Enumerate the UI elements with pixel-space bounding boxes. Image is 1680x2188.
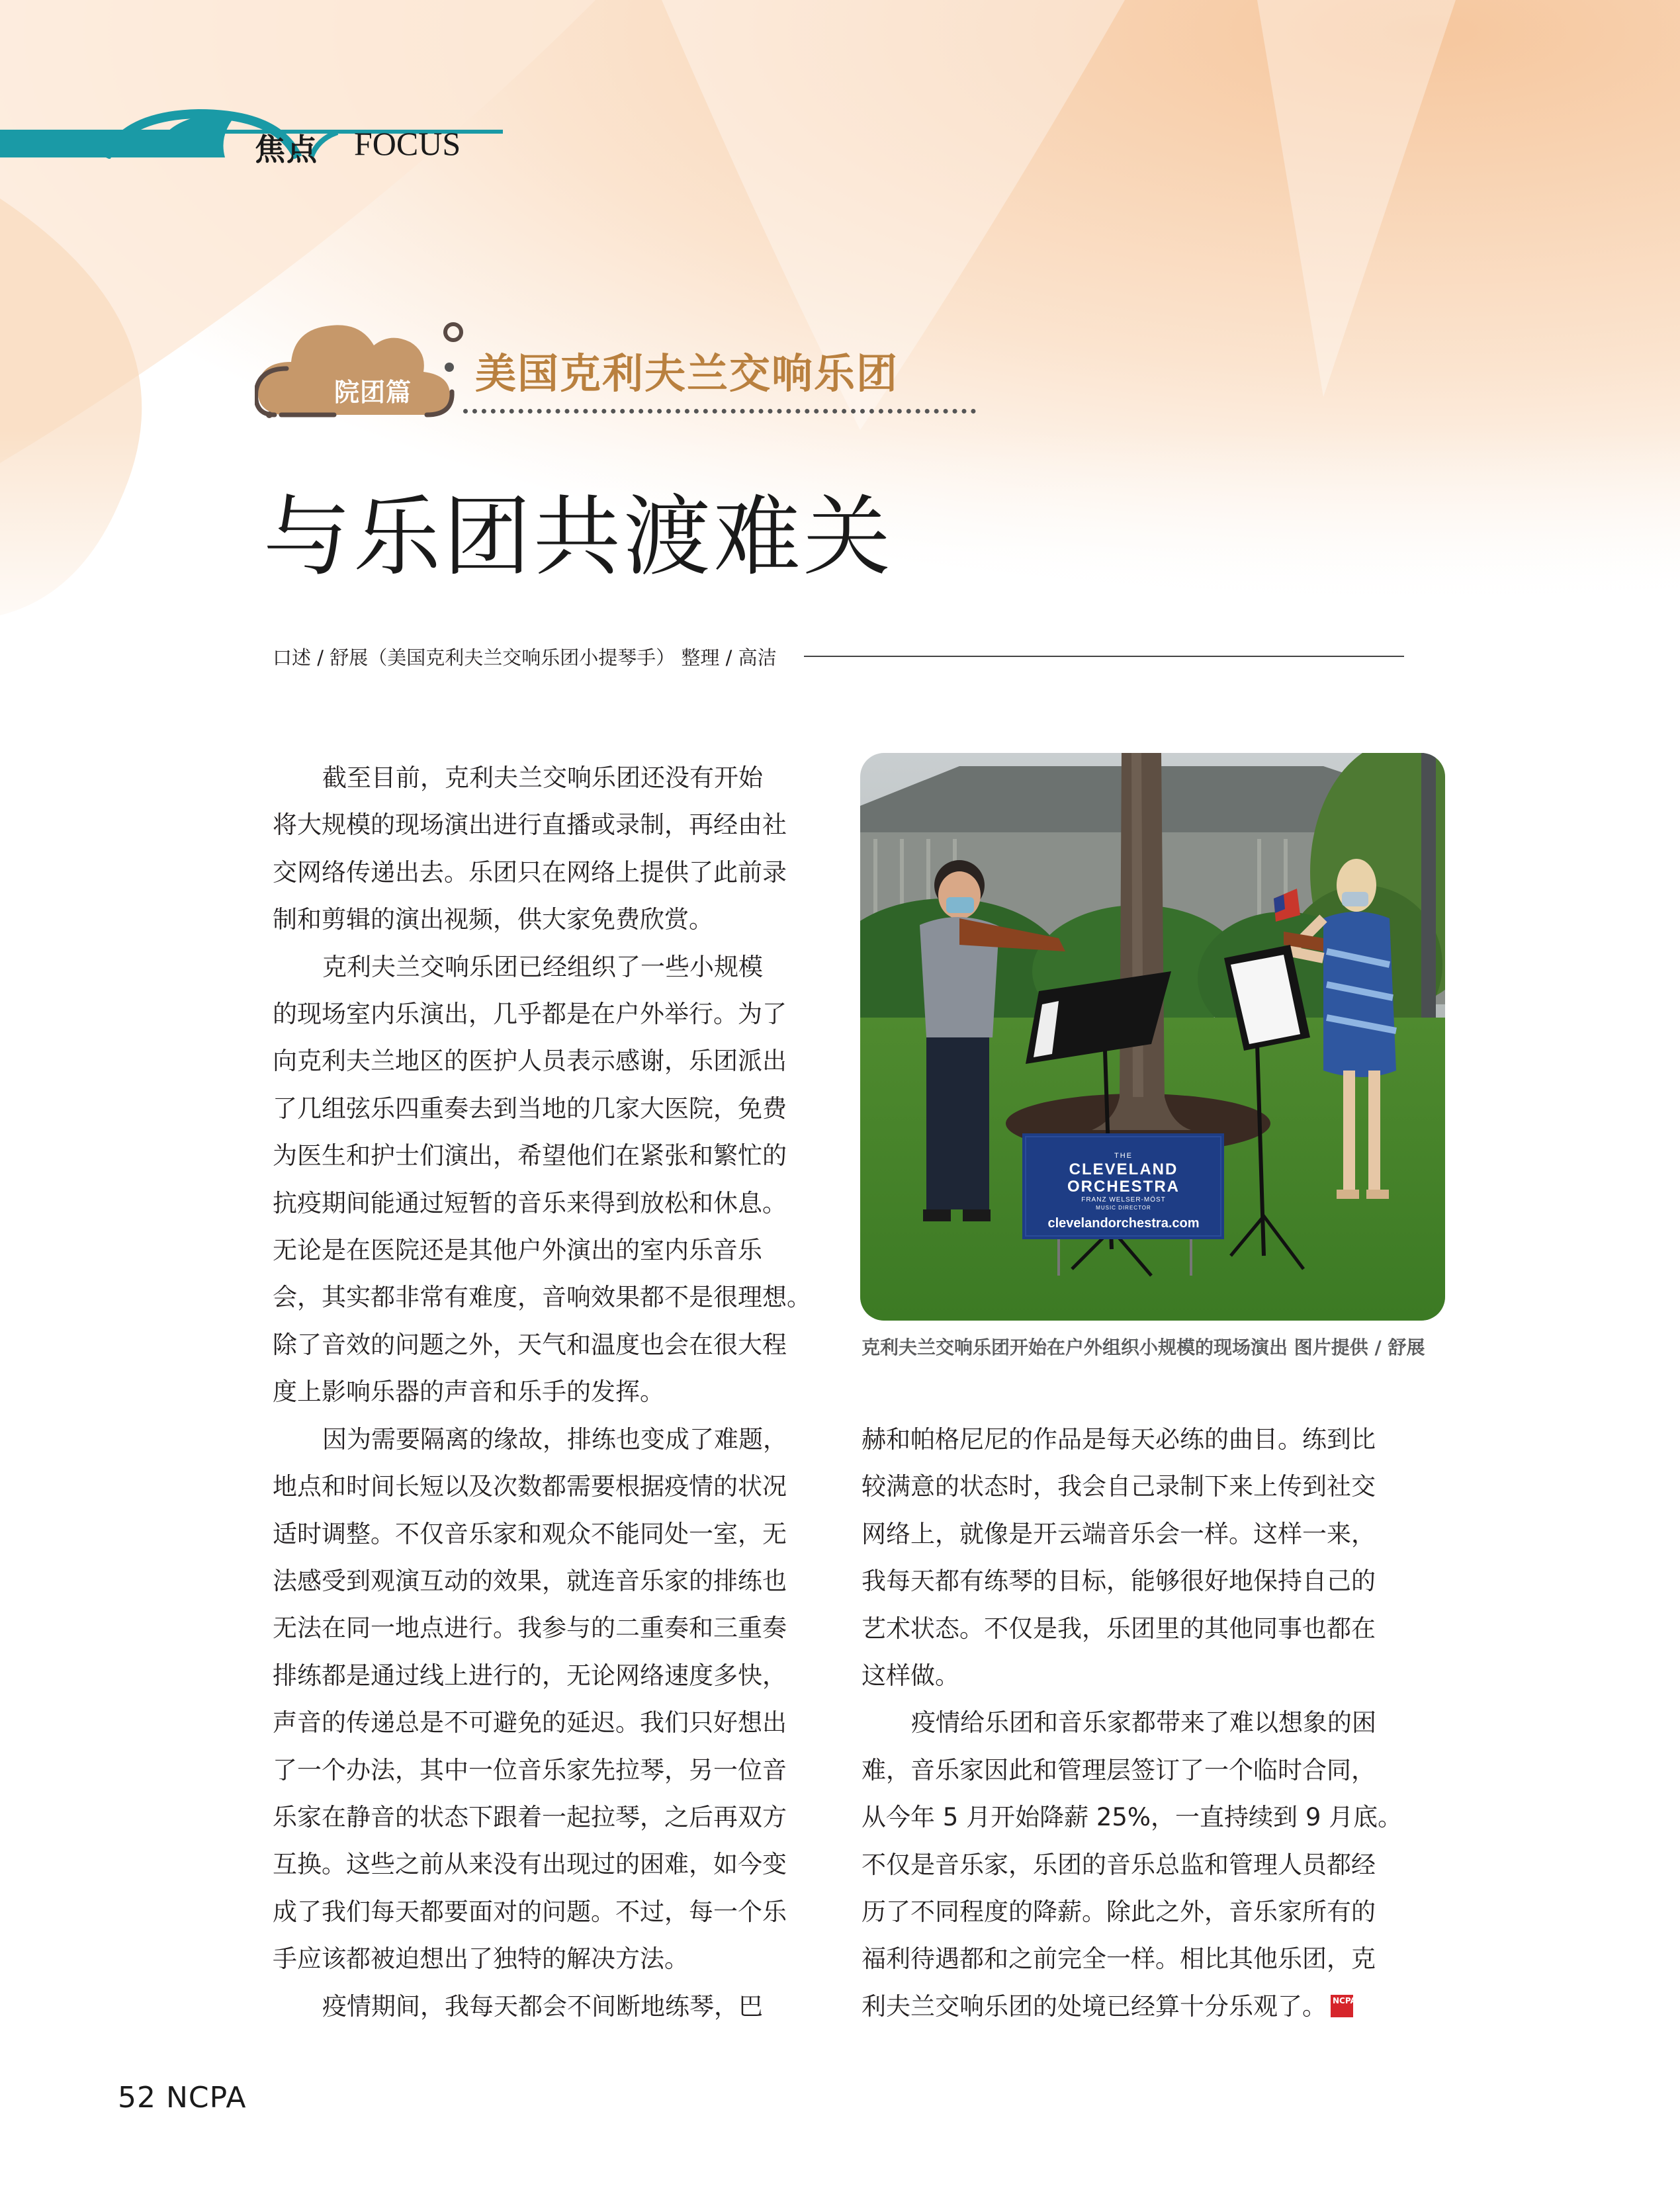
page-number: 52: [118, 2081, 156, 2115]
text-line: 向克利夫兰地区的医护人员表示感谢，乐团派出: [273, 1047, 787, 1076]
text-line: 我每天都有练琴的目标，能够很好地保持自己的: [862, 1567, 1376, 1596]
body-column-right: [862, 1416, 1411, 2030]
text-line: 截至目前，克利夫兰交响乐团还没有开始: [322, 764, 763, 792]
text-line: 难，音乐家因此和管理层签订了一个临时合同，: [862, 1755, 1376, 1784]
end-mark-text: NCPA: [1333, 1995, 1356, 2005]
page-folio: [118, 2081, 246, 2115]
paragraph: [862, 1416, 1411, 1699]
text-line: 适时调整。不仅音乐家和观众不能同处一室，无: [273, 1519, 787, 1548]
series-label: 院团篇: [334, 378, 412, 407]
paragraph: [273, 943, 822, 1416]
text-line: 了几组弦乐四重奏去到当地的几家大医院，免费: [273, 1094, 787, 1123]
end-mark-icon: [1331, 1995, 1356, 2017]
article-subtitle: 美国克利夫兰交响乐团: [475, 349, 899, 398]
text-line: 因为需要隔离的缘故，排练也变成了难题，: [322, 1424, 787, 1454]
footer-brand: NCPA: [166, 2081, 247, 2115]
text-line: 网络上，就像是开云端音乐会一样。这样一来，: [862, 1519, 1376, 1548]
text-line: 了一个办法，其中一位音乐家先拉琴，另一位音: [273, 1755, 787, 1784]
article-title: 与乐团共渡难关: [263, 486, 893, 588]
text-line: 制和剪辑的演出视频，供大家免费欣赏。: [273, 905, 713, 934]
text-line: 的现场室内乐演出，几乎都是在户外举行。为了: [273, 1000, 787, 1029]
sign-url: clevelandorchestra.com: [1047, 1216, 1200, 1231]
text-line: 抗疫期间能通过短暂的音乐来得到放松和休息。: [273, 1188, 787, 1217]
text-line: 无法在同一地点进行。我参与的二重奏和三重奏: [273, 1614, 787, 1643]
text-line: 排练都是通过线上进行的，无论网络速度多快，: [273, 1661, 787, 1690]
body-column-left: [273, 754, 822, 2030]
text-line: 将大规模的现场演出进行直播或录制，再经由社: [273, 810, 787, 840]
text-line: 福利待遇都和之前完全一样。相比其他乐团，克: [862, 1945, 1376, 1974]
separator-dot: [445, 363, 454, 372]
text-line: 地点和时间长短以及次数都需要根据疫情的状况: [273, 1472, 787, 1501]
text-line: [862, 1983, 1411, 2030]
text-line: 疫情给乐团和音乐家都带来了难以想象的困: [911, 1708, 1376, 1737]
text-line: 为医生和护士们演出，希望他们在紧张和繁忙的: [273, 1141, 787, 1170]
text-line: 这样做。: [862, 1661, 959, 1690]
byline-rule: [804, 656, 1404, 657]
text-line: 不仅是音乐家，乐团的音乐总监和管理人员都经: [862, 1850, 1376, 1879]
section-label-cn: 焦点: [255, 132, 318, 167]
paragraph: [862, 1699, 1411, 2030]
sign-line2: ORCHESTRA: [1067, 1178, 1180, 1196]
text-line: 艺术状态。不仅是我，乐团里的其他同事也都在: [862, 1614, 1376, 1643]
paragraph: [273, 1416, 822, 1983]
text-line: 除了音效的问题之外，天气和温度也会在很大程: [273, 1330, 787, 1359]
text-line: 从今年 5 月开始降薪 25%，一直持续到 9 月底。: [862, 1803, 1403, 1832]
text-line: 法感受到观演互动的效果，就连音乐家的排练也: [273, 1566, 787, 1595]
text-line: 无论是在医院还是其他户外演出的室内乐音乐: [273, 1236, 762, 1265]
text-line: 互换。这些之前从来没有出现过的困难，如今变: [273, 1850, 787, 1879]
text-line: 克利夫兰交响乐团已经组织了一些小规模: [322, 952, 763, 981]
text-line: 会，其实都非常有难度，音响效果都不是很理想。: [273, 1283, 811, 1312]
sign-the: THE: [1114, 1152, 1133, 1160]
sign-role: MUSIC DIRECTOR: [1096, 1205, 1151, 1211]
text-line: 较满意的状态时，我会自己录制下来上传到社交: [862, 1472, 1376, 1501]
text-line: 乐家在静音的状态下跟着一起拉琴，之后再双方: [273, 1802, 787, 1831]
text-line: 度上影响乐器的声音和乐手的发挥。: [273, 1378, 664, 1407]
text-line: 手应该都被迫想出了独特的解决方法。: [273, 1945, 689, 1974]
text-line: 疫情期间，我每天都会不间断地练琴，巴: [322, 1991, 763, 2021]
section-label-en: FOCUS: [354, 125, 461, 162]
text-line: 成了我们每天都要面对的问题。不过，每一个乐: [273, 1897, 787, 1926]
article-photo: [860, 753, 1445, 1321]
text-line: 历了不同程度的降薪。除此之外，音乐家所有的: [862, 1898, 1376, 1927]
text-line-content: 利夫兰交响乐团的处境已经算十分乐观了。: [862, 1991, 1327, 2021]
sign-director: FRANZ WELSER-MÖST: [1081, 1196, 1166, 1203]
photo-caption: 克利夫兰交响乐团开始在户外组织小规模的现场演出 图片提供 / 舒展: [862, 1336, 1425, 1358]
text-line: 声音的传递总是不可避免的延迟。我们只好想出: [273, 1708, 787, 1737]
photo-illustration: [860, 753, 1445, 1321]
paragraph: [273, 1983, 822, 2030]
text-line: 赫和帕格尼尼的作品是每天必练的曲目。练到比: [862, 1425, 1376, 1454]
paragraph: [273, 754, 822, 943]
dotted-rule: [463, 409, 976, 414]
text-line: 交网络传递出去。乐团只在网络上提供了此前录: [273, 857, 787, 887]
byline: 口述 / 舒展（美国克利夫兰交响乐团小提琴手） 整理 / 高洁: [273, 646, 777, 669]
sign-line1: CLEVELAND: [1069, 1160, 1178, 1178]
